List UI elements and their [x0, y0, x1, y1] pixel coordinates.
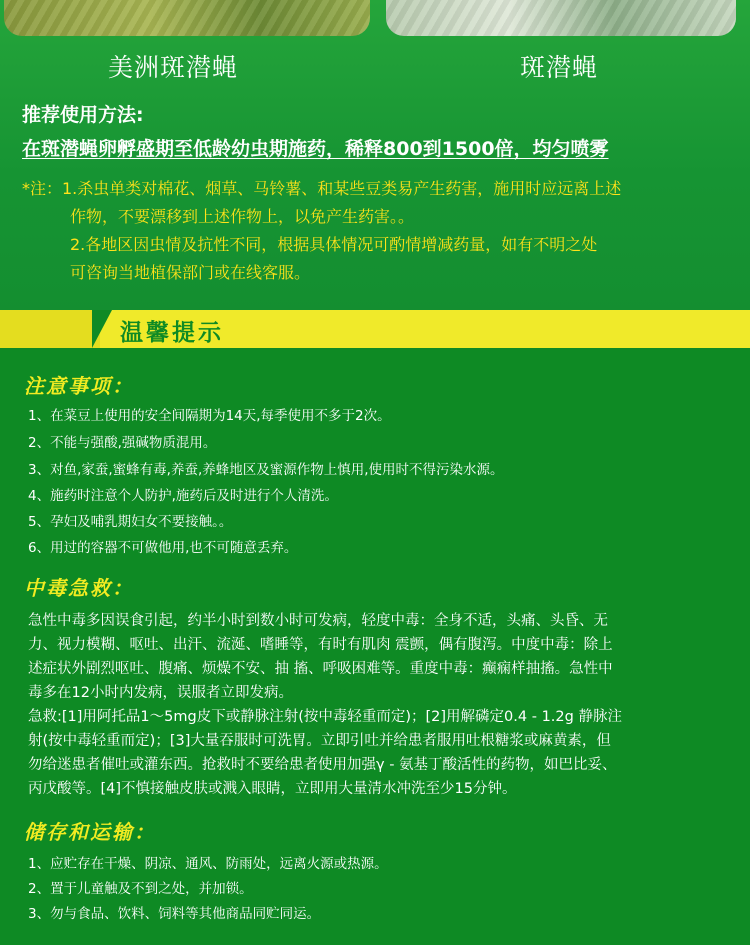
tips-banner — [0, 310, 750, 348]
precautions-heading: 注意事项： — [24, 374, 134, 398]
pest-photo-right — [386, 0, 736, 36]
poisoning-line: 急性中毒多因误食引起，约半小时到数小时可发病，轻度中毒：全身不适，头痛、头昏、无 — [28, 613, 608, 629]
poisoning-line: 力、视力模糊、呕吐、出汗、流涎、嗜睡等，有时有肌肉 震颤，偶有腹泻。中度中毒：除上 — [28, 637, 613, 653]
poisoning-line: 毒多在12小时内发病，误服者立即发病。 — [28, 685, 293, 701]
poisoning-line: 急救:[1]用阿托品1～5mg皮下或静脉注射(按中毒轻重而定)；[2]用解磷定0.4 - 1.2g 静脉注 — [28, 709, 622, 725]
poisoning-line: 丙戊酸等。[4]不慎接触皮肤或溅入眼睛，立即用大量清水冲洗至少15分钟。 — [28, 781, 517, 797]
poisoning-heading: 中毒急救： — [24, 576, 134, 600]
list-item: 1、在菜豆上使用的安全间隔期为14天,每季使用不多于2次。 — [28, 408, 391, 424]
list-item: 1、应贮存在干燥、阴凉、通风、防雨处，远离火源或热源。 — [28, 856, 388, 872]
poisoning-line: 勿给迷患者催吐或灌东西。抢救时不要给患者使用加强γ - 氨基丁酸活性的药物，如巴比妥、 — [28, 757, 617, 773]
list-item: 6、用过的容器不可做他用,也不可随意丢弃。 — [28, 540, 298, 556]
photo-caption-right: 斑潜蝇 — [520, 53, 599, 82]
note-line: 2.各地区因虫情及抗性不同，根据具体情况可酌情增减药量，如有不明之处 — [70, 235, 598, 254]
note-line: 作物，不要漂移到上述作物上，以免产生药害。。 — [70, 207, 415, 226]
photo-caption-left: 美洲斑潜蝇 — [108, 53, 239, 82]
storage-heading: 储存和运输： — [24, 820, 156, 844]
poisoning-line: 射(按中毒轻重而定)；[3]大量吞服时可洗胃。立即引吐并给患者服用吐根糖浆或麻黄素，但 — [28, 733, 611, 749]
banner-notch — [92, 310, 112, 348]
banner-left-block — [0, 310, 100, 348]
list-item: 3、对鱼,家蚕,蜜蜂有毒,养蚕,养蜂地区及蜜源作物上慎用,使用时不得污染水源。 — [28, 462, 504, 478]
poisoning-line: 述症状外剧烈呕吐、腹痛、烦燥不安、抽 搐、呼吸困难等。重度中毒：癫痫样抽搐。急性中 — [28, 661, 613, 677]
banner-title: 温馨提示 — [120, 320, 224, 346]
list-item: 2、不能与强酸,强碱物质混用。 — [28, 435, 217, 451]
pest-photo-left — [4, 0, 370, 36]
note-line: 可咨询当地植保部门或在线客服。 — [70, 263, 311, 282]
method-text: 在斑潜蝇卵孵盛期至低龄幼虫期施药，稀释800到1500倍，均匀喷雾 — [22, 138, 609, 160]
note-line: *注：1.杀虫单类对棉花、烟草、马铃薯、和某些豆类易产生药害，施用时应远离上述 — [22, 179, 622, 198]
method-heading: 推荐使用方法: — [22, 104, 144, 126]
list-item: 3、勿与食品、饮料、饲料等其他商品同贮同运。 — [28, 906, 321, 922]
list-item: 2、置于儿童触及不到之处，并加锁。 — [28, 881, 253, 897]
list-item: 4、施药时注意个人防护,施药后及时进行个人清洗。 — [28, 488, 338, 504]
list-item: 5、孕妇及哺乳期妇女不要接触。。 — [28, 514, 233, 530]
